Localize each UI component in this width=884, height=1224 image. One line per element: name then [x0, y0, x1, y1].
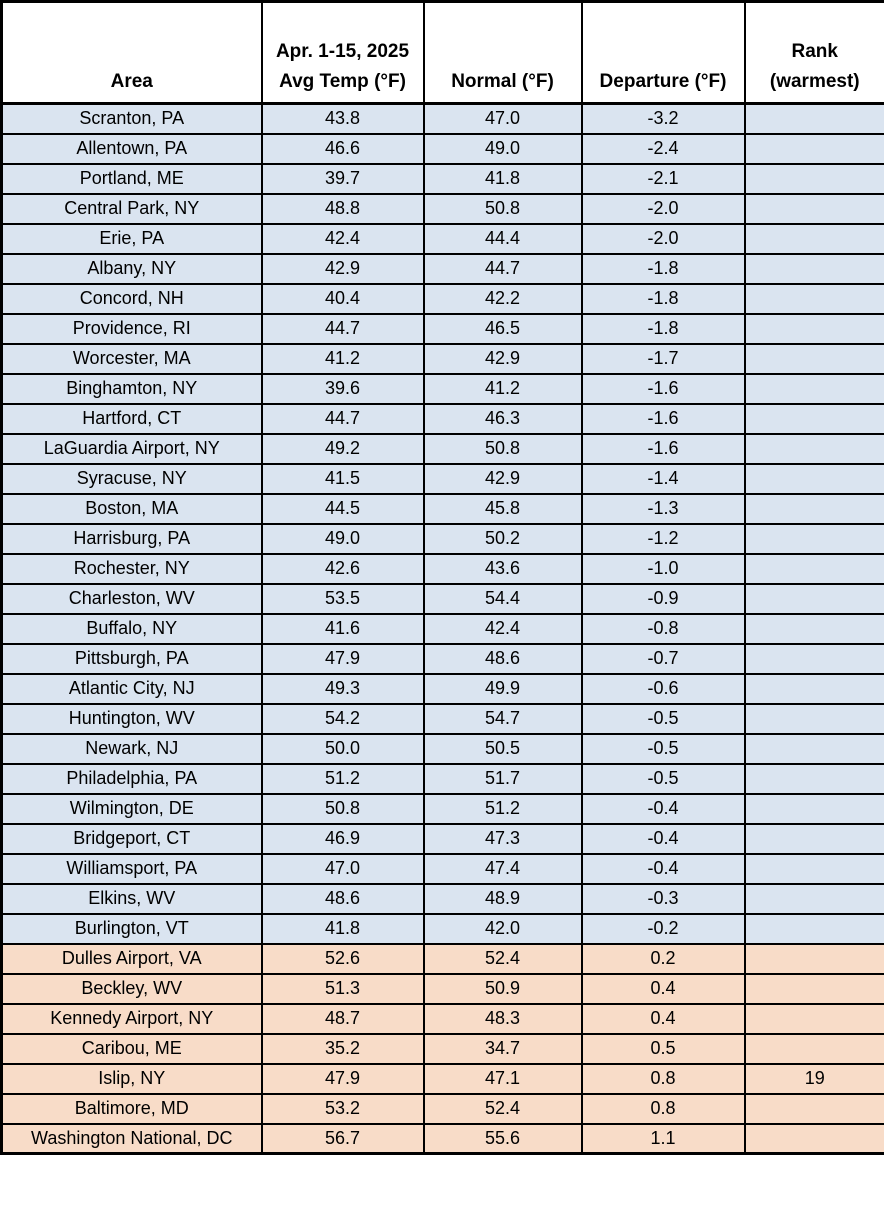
avg-temp-cell: 52.6 [262, 944, 424, 974]
area-cell: Philadelphia, PA [2, 764, 262, 794]
col-header-rank-line2: (warmest) [769, 70, 860, 92]
area-cell: Scranton, PA [2, 104, 262, 134]
area-cell: Kennedy Airport, NY [2, 1004, 262, 1034]
normal-cell: 50.8 [424, 194, 582, 224]
table-body [2, 104, 884, 1154]
normal-cell: 47.3 [424, 824, 582, 854]
avg-temp-cell: 41.2 [262, 344, 424, 374]
avg-temp-cell: 48.7 [262, 1004, 424, 1034]
rank-cell [745, 164, 884, 194]
area-cell: Providence, RI [2, 314, 262, 344]
avg-temp-cell: 44.7 [262, 314, 424, 344]
departure-cell: -1.7 [582, 344, 745, 374]
table-row [2, 674, 884, 704]
table-row [2, 464, 884, 494]
table-row [2, 344, 884, 374]
departure-cell: -1.8 [582, 314, 745, 344]
normal-cell: 46.3 [424, 404, 582, 434]
area-cell: Beckley, WV [2, 974, 262, 1004]
area-cell: Hartford, CT [2, 404, 262, 434]
area-cell: Elkins, WV [2, 884, 262, 914]
normal-cell: 52.4 [424, 944, 582, 974]
table-row [2, 914, 884, 944]
avg-temp-cell: 47.0 [262, 854, 424, 884]
avg-temp-cell: 53.5 [262, 584, 424, 614]
departure-cell: -2.0 [582, 194, 745, 224]
departure-cell: -0.9 [582, 584, 745, 614]
avg-temp-cell: 47.9 [262, 644, 424, 674]
avg-temp-cell: 47.9 [262, 1064, 424, 1094]
departure-cell: -2.4 [582, 134, 745, 164]
departure-cell: 0.4 [582, 1004, 745, 1034]
col-header-normal-label: Normal (°F) [451, 70, 554, 92]
avg-temp-cell: 43.8 [262, 104, 424, 134]
normal-cell: 47.1 [424, 1064, 582, 1094]
area-cell: Atlantic City, NJ [2, 674, 262, 704]
area-cell: Erie, PA [2, 224, 262, 254]
departure-cell: -0.8 [582, 614, 745, 644]
table-row [2, 854, 884, 884]
table-row [2, 254, 884, 284]
avg-temp-cell: 50.8 [262, 794, 424, 824]
area-cell: Concord, NH [2, 284, 262, 314]
rank-cell [745, 614, 884, 644]
normal-cell: 54.4 [424, 584, 582, 614]
table-row [2, 134, 884, 164]
avg-temp-cell: 50.0 [262, 734, 424, 764]
departure-cell: 0.4 [582, 974, 745, 1004]
avg-temp-cell: 49.3 [262, 674, 424, 704]
area-cell: Allentown, PA [2, 134, 262, 164]
table-row [2, 824, 884, 854]
rank-cell [745, 1094, 884, 1124]
avg-temp-cell: 39.6 [262, 374, 424, 404]
table-row [2, 404, 884, 434]
departure-cell: -0.3 [582, 884, 745, 914]
rank-cell [745, 434, 884, 464]
rank-cell [745, 764, 884, 794]
rank-cell [745, 974, 884, 1004]
normal-cell: 43.6 [424, 554, 582, 584]
table-row [2, 1124, 884, 1154]
departure-cell: -0.7 [582, 644, 745, 674]
table-row [2, 734, 884, 764]
avg-temp-cell: 48.6 [262, 884, 424, 914]
area-cell: Baltimore, MD [2, 1094, 262, 1124]
normal-cell: 49.9 [424, 674, 582, 704]
normal-cell: 49.0 [424, 134, 582, 164]
area-cell: Burlington, VT [2, 914, 262, 944]
rank-cell [745, 134, 884, 164]
area-cell: Portland, ME [2, 164, 262, 194]
area-cell: Newark, NJ [2, 734, 262, 764]
normal-cell: 46.5 [424, 314, 582, 344]
rank-cell [745, 884, 884, 914]
normal-cell: 42.9 [424, 344, 582, 374]
table-row [2, 614, 884, 644]
avg-temp-cell: 51.2 [262, 764, 424, 794]
col-header-rank-line1: Rank [791, 41, 838, 63]
departure-cell: -0.5 [582, 734, 745, 764]
rank-cell [745, 794, 884, 824]
avg-temp-cell: 54.2 [262, 704, 424, 734]
table-row [2, 884, 884, 914]
avg-temp-cell: 53.2 [262, 1094, 424, 1124]
departure-cell: 0.2 [582, 944, 745, 974]
normal-cell: 51.2 [424, 794, 582, 824]
table-row [2, 644, 884, 674]
departure-cell: -1.3 [582, 494, 745, 524]
normal-cell: 50.8 [424, 434, 582, 464]
rank-cell [745, 104, 884, 134]
normal-cell: 51.7 [424, 764, 582, 794]
area-cell: Worcester, MA [2, 344, 262, 374]
normal-cell: 48.6 [424, 644, 582, 674]
col-header-avg-temp-line2: Avg Temp (°F) [279, 70, 406, 92]
departure-cell: 1.1 [582, 1124, 745, 1154]
rank-cell [745, 1004, 884, 1034]
avg-temp-cell: 41.8 [262, 914, 424, 944]
rank-cell [745, 674, 884, 704]
rank-cell [745, 734, 884, 764]
table-row [2, 944, 884, 974]
table-row [2, 584, 884, 614]
col-header-area [2, 2, 262, 104]
table-row [2, 764, 884, 794]
table-row [2, 104, 884, 134]
departure-cell: -3.2 [582, 104, 745, 134]
departure-cell: -2.0 [582, 224, 745, 254]
col-header-normal [424, 2, 582, 104]
avg-temp-cell: 49.2 [262, 434, 424, 464]
normal-cell: 47.4 [424, 854, 582, 884]
rank-cell [745, 944, 884, 974]
avg-temp-cell: 35.2 [262, 1034, 424, 1064]
departure-cell: -1.6 [582, 374, 745, 404]
rank-cell [745, 1034, 884, 1064]
table-row [2, 524, 884, 554]
header-row [2, 2, 884, 104]
col-header-departure-label: Departure (°F) [599, 70, 727, 92]
avg-temp-cell: 42.9 [262, 254, 424, 284]
table-row [2, 704, 884, 734]
area-cell: Huntington, WV [2, 704, 262, 734]
departure-cell: -0.5 [582, 704, 745, 734]
departure-cell: -1.0 [582, 554, 745, 584]
col-header-avg-temp [262, 2, 424, 104]
departure-cell: -1.4 [582, 464, 745, 494]
rank-cell [745, 524, 884, 554]
area-cell: LaGuardia Airport, NY [2, 434, 262, 464]
avg-temp-cell: 42.4 [262, 224, 424, 254]
departure-cell: -0.5 [582, 764, 745, 794]
normal-cell: 42.9 [424, 464, 582, 494]
normal-cell: 42.4 [424, 614, 582, 644]
avg-temp-cell: 46.6 [262, 134, 424, 164]
area-cell: Caribou, ME [2, 1034, 262, 1064]
table-row [2, 554, 884, 584]
rank-cell [745, 344, 884, 374]
normal-cell: 34.7 [424, 1034, 582, 1064]
departure-cell: 0.5 [582, 1034, 745, 1064]
normal-cell: 50.5 [424, 734, 582, 764]
table-row [2, 794, 884, 824]
table-row [2, 284, 884, 314]
normal-cell: 48.9 [424, 884, 582, 914]
rank-cell [745, 494, 884, 524]
rank-cell [745, 224, 884, 254]
rank-cell [745, 284, 884, 314]
table-row [2, 194, 884, 224]
normal-cell: 50.9 [424, 974, 582, 1004]
normal-cell: 41.2 [424, 374, 582, 404]
departure-cell: 0.8 [582, 1064, 745, 1094]
departure-cell: -0.4 [582, 794, 745, 824]
avg-temp-cell: 49.0 [262, 524, 424, 554]
departure-cell: -1.2 [582, 524, 745, 554]
table-row [2, 1064, 884, 1094]
avg-temp-cell: 46.9 [262, 824, 424, 854]
rank-cell [745, 1124, 884, 1154]
normal-cell: 41.8 [424, 164, 582, 194]
rank-cell [745, 644, 884, 674]
area-cell: Central Park, NY [2, 194, 262, 224]
normal-cell: 55.6 [424, 1124, 582, 1154]
col-header-area-label: Area [110, 70, 153, 92]
avg-temp-cell: 44.7 [262, 404, 424, 434]
rank-cell [745, 914, 884, 944]
normal-cell: 42.0 [424, 914, 582, 944]
departure-cell: -1.8 [582, 254, 745, 284]
col-header-rank [745, 2, 884, 104]
rank-cell [745, 254, 884, 284]
normal-cell: 54.7 [424, 704, 582, 734]
area-cell: Williamsport, PA [2, 854, 262, 884]
rank-cell [745, 584, 884, 614]
avg-temp-cell: 41.6 [262, 614, 424, 644]
departure-cell: -1.6 [582, 434, 745, 464]
avg-temp-cell: 51.3 [262, 974, 424, 1004]
rank-cell [745, 554, 884, 584]
rank-cell [745, 314, 884, 344]
table-row [2, 974, 884, 1004]
normal-cell: 44.4 [424, 224, 582, 254]
rank-cell [745, 404, 884, 434]
rank-cell [745, 854, 884, 884]
normal-cell: 44.7 [424, 254, 582, 284]
area-cell: Harrisburg, PA [2, 524, 262, 554]
departure-cell: -1.8 [582, 284, 745, 314]
avg-temp-cell: 39.7 [262, 164, 424, 194]
normal-cell: 48.3 [424, 1004, 582, 1034]
table-row [2, 494, 884, 524]
area-cell: Syracuse, NY [2, 464, 262, 494]
table-row [2, 1034, 884, 1064]
rank-cell [745, 374, 884, 404]
col-header-departure [582, 2, 745, 104]
rank-cell [745, 194, 884, 224]
normal-cell: 50.2 [424, 524, 582, 554]
avg-temp-cell: 44.5 [262, 494, 424, 524]
normal-cell: 52.4 [424, 1094, 582, 1124]
departure-cell: -0.6 [582, 674, 745, 704]
avg-temp-cell: 48.8 [262, 194, 424, 224]
area-cell: Washington National, DC [2, 1124, 262, 1154]
departure-cell: -1.6 [582, 404, 745, 434]
area-cell: Binghamton, NY [2, 374, 262, 404]
table-row [2, 164, 884, 194]
departure-cell: -0.2 [582, 914, 745, 944]
departure-cell: 0.8 [582, 1094, 745, 1124]
area-cell: Bridgeport, CT [2, 824, 262, 854]
normal-cell: 42.2 [424, 284, 582, 314]
area-cell: Rochester, NY [2, 554, 262, 584]
rank-cell [745, 704, 884, 734]
area-cell: Boston, MA [2, 494, 262, 524]
normal-cell: 47.0 [424, 104, 582, 134]
table-row [2, 1094, 884, 1124]
departure-cell: -0.4 [582, 854, 745, 884]
avg-temp-cell: 41.5 [262, 464, 424, 494]
col-header-avg-temp-line1: Apr. 1-15, 2025 [275, 41, 410, 63]
departure-cell: -0.4 [582, 824, 745, 854]
table-row [2, 434, 884, 464]
table-row [2, 1004, 884, 1034]
area-cell: Wilmington, DE [2, 794, 262, 824]
rank-cell [745, 824, 884, 854]
area-cell: Dulles Airport, VA [2, 944, 262, 974]
avg-temp-cell: 40.4 [262, 284, 424, 314]
rank-cell: 19 [745, 1064, 884, 1094]
rank-cell [745, 464, 884, 494]
area-cell: Buffalo, NY [2, 614, 262, 644]
table-row [2, 224, 884, 254]
table-row [2, 374, 884, 404]
area-cell: Albany, NY [2, 254, 262, 284]
area-cell: Pittsburgh, PA [2, 644, 262, 674]
normal-cell: 45.8 [424, 494, 582, 524]
avg-temp-cell: 56.7 [262, 1124, 424, 1154]
departure-cell: -2.1 [582, 164, 745, 194]
table-row [2, 314, 884, 344]
table-header [2, 2, 884, 104]
avg-temp-cell: 42.6 [262, 554, 424, 584]
area-cell: Islip, NY [2, 1064, 262, 1094]
area-cell: Charleston, WV [2, 584, 262, 614]
